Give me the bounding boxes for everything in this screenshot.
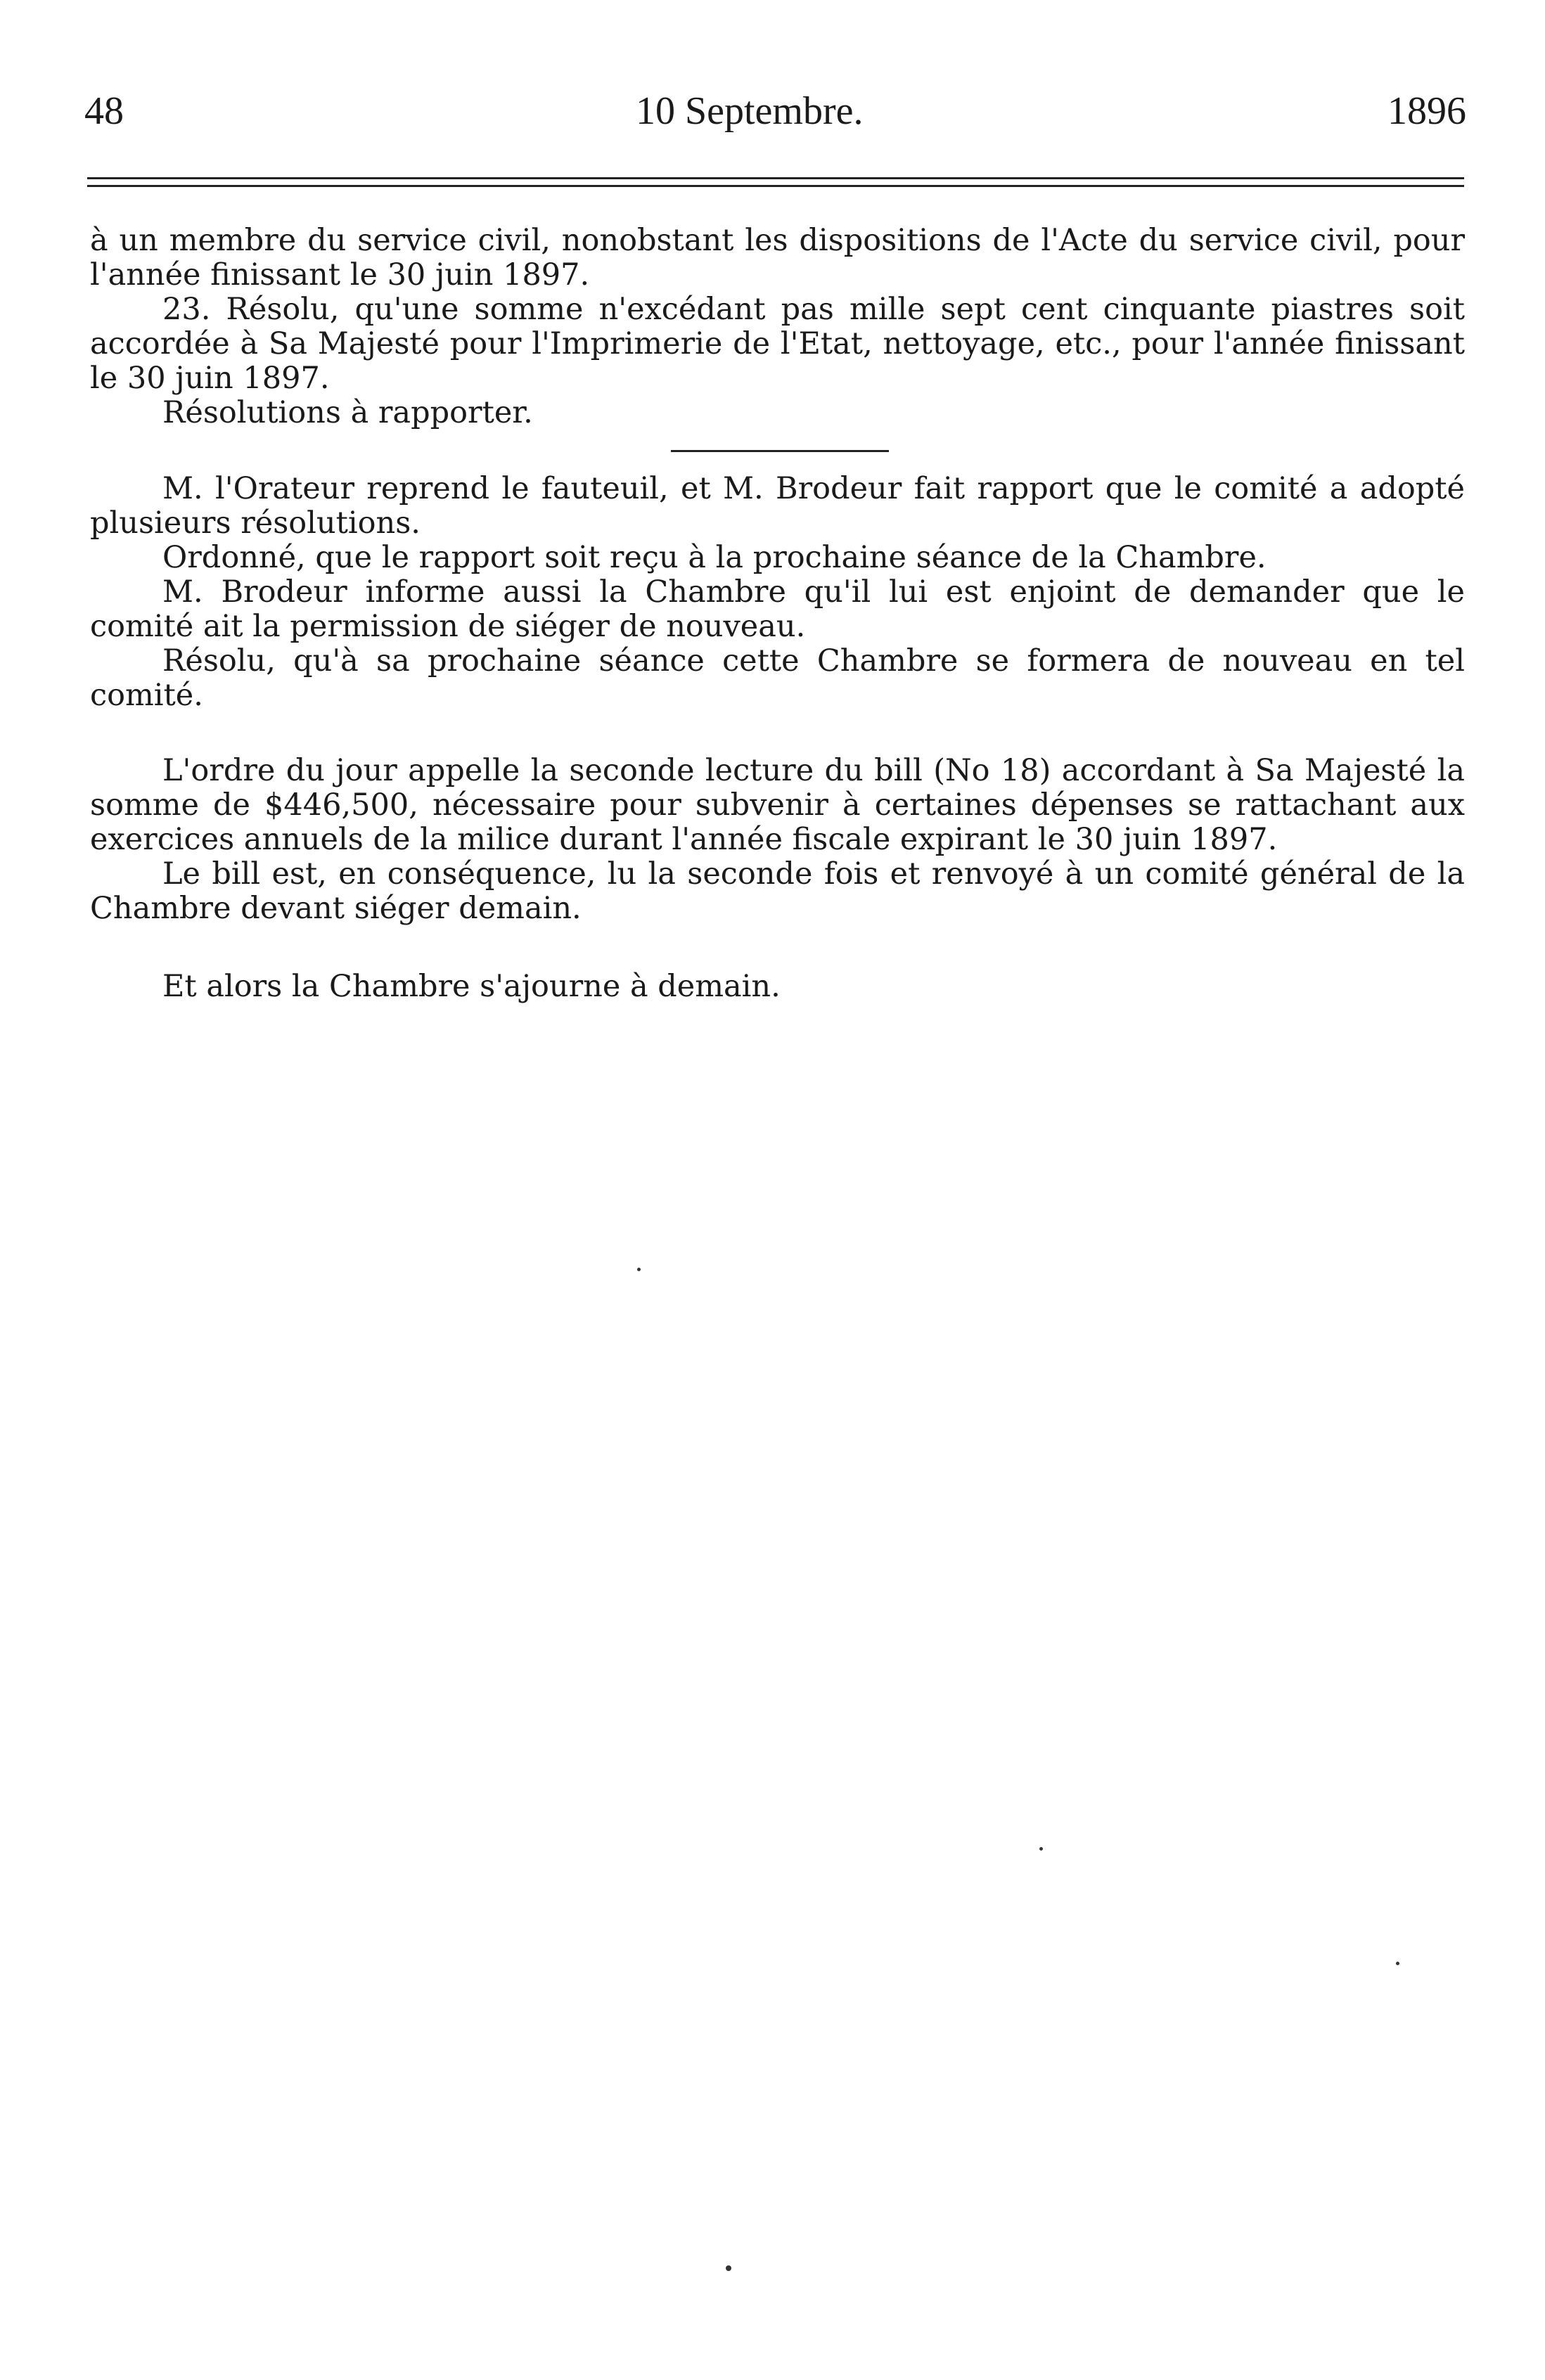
print-speck [726, 2265, 731, 2271]
section-divider [671, 450, 889, 452]
print-speck [1039, 1847, 1043, 1851]
paragraph-adjourn: Et alors la Chambre s'ajourne à demain. [162, 969, 781, 1004]
paragraph-ordered: Ordonné, que le rapport soit reçu à la prochaine séance de la Chambre. [162, 540, 1267, 575]
header-double-rule [87, 177, 1464, 187]
document-body [90, 224, 1465, 1004]
print-speck [637, 1268, 641, 1271]
header-year: 1896 [1387, 89, 1466, 133]
page-header [84, 83, 1466, 139]
paragraph-continuation: à un membre du service civil, nonobstant les dispositions de l'Acte du service civil, pour l'année finissant le 30 juin 1897. [90, 223, 1465, 292]
header-date: 10 Septembre. [636, 89, 864, 133]
paragraph-bill-read: Le bill est, en conséquence, lu la seconde fois et renvoyé à un comité général de la Chambre devant siéger demain. [90, 856, 1465, 926]
paragraph-speaker-report: M. l'Orateur reprend le fauteuil, et M. Brodeur fait rapport que le comité a adopté plusieurs résolutions. [90, 471, 1465, 541]
paragraph-order-of-day: L'ordre du jour appelle la seconde lecture du bill (No 18) accordant à Sa Majesté la somme de $446,500, nécessaire pour subvenir à certaines dépenses se rattachant aux exercices annuels de la milice durant l'année fiscale expirant le 30 juin 1897. [90, 753, 1465, 857]
print-speck [1396, 1962, 1399, 1965]
paragraph-resolution-23: 23. Résolu, qu'une somme n'excédant pas mille sept cent cinquante piastres soit accordée à Sa Majesté pour l'Imprimerie de l'Etat, nettoyage, etc., pour l'année finissant le 30 juin 1897. [90, 292, 1465, 396]
paragraph-resolved: Résolu, qu'à sa prochaine séance cette Chambre se formera de nouveau en tel comité. [90, 643, 1465, 713]
paragraph-resolutions-to-report: Résolutions à rapporter. [162, 395, 533, 430]
page-number: 48 [84, 89, 124, 133]
paragraph-brodeur-informs: M. Brodeur informe aussi la Chambre qu'il lui est enjoint de demander que le comité ait la permission de siéger de nouveau. [90, 574, 1465, 644]
